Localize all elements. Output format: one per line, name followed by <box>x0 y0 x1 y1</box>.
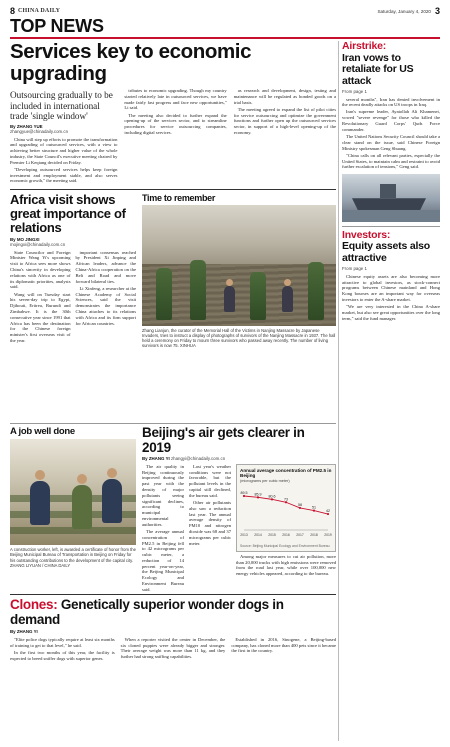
chart-data-label: 51 <box>312 505 316 510</box>
section-bar <box>10 17 320 36</box>
chart-x-tick-label: 2016 <box>282 532 290 537</box>
chart-x-tick-label: 2019 <box>324 532 332 537</box>
page-number-right: 3 <box>434 6 440 16</box>
chart-x-tick-label: 2017 <box>296 532 304 537</box>
chart-data-label: 85.9 <box>254 492 262 497</box>
side-column <box>342 41 440 323</box>
clones-body <box>10 637 336 663</box>
africa-photo-block <box>10 193 336 421</box>
job-headline: A job well done <box>10 426 75 438</box>
clones-headline <box>10 598 336 627</box>
airstrike-body <box>342 97 440 171</box>
beijing-paragraph: The average annual concentration of PM2.5 in Beijing fell to 42 micrograms per cubic meter, a reduction of 14 percent year-on-year, the Beijing Municipal Ecology and Environment Bureau said. <box>142 528 184 592</box>
beijing-byline-email: zhangyi@chinadaily.com.cn <box>170 456 226 462</box>
photo-element <box>156 268 172 320</box>
airstrike-story <box>342 41 440 170</box>
job-beijing-block <box>10 426 336 592</box>
beijing-col-1 <box>142 464 184 594</box>
beijing-paragraph: Other air pollutants also saw a reduction last year. The annual average density of PM10 and nitrogen dioxide was 68 and 37 micrograms per cubic meter. <box>189 499 231 546</box>
main-column <box>10 41 336 663</box>
lead-paragraph: China will step up efforts to promote the transformation and upgrading of outsourced services, with a view to achieving better structure and higher value of the whole industry, the State Council's executive meeting chaired by Premier Li Keqiang decided on Friday. <box>10 136 118 165</box>
photo-element <box>308 262 324 320</box>
beijing-paragraph: Last year's weather conditions were not favorable, but the pollutant levels in the capital still declined, the bureau said. <box>189 463 231 498</box>
africa-col-2 <box>76 250 137 346</box>
divider <box>342 226 440 227</box>
photo-element <box>282 286 293 312</box>
chart-source: Source: Beijing Municipal Ecology and Environment Bureau <box>240 543 330 548</box>
investors-kicker: Investors: <box>342 228 391 241</box>
africa-body <box>10 250 136 346</box>
africa-paragraph: Li Xinfeng, a researcher at the Chinese Academy of Social Sciences, said the visit demonstrates the importance China attaches to its relations with Africa and its firm support for African countries. <box>75 285 136 326</box>
lead-col-1 <box>10 88 117 186</box>
page-number-left: 8 <box>10 6 16 16</box>
job-photo <box>10 439 136 545</box>
side-photo <box>342 174 440 222</box>
chart-data-label: 80.6 <box>268 494 276 499</box>
africa-headline: Africa visit shows great importance of relations <box>10 191 126 235</box>
africa-byline <box>10 237 136 248</box>
lead-paragraph: as research and development, design, testing and maintenance will be regulated as bonded goods on a trial basis. <box>233 88 336 105</box>
chart-x-tick-label: 2018 <box>310 532 318 537</box>
chart-subtitle: (micrograms per cubic meter) <box>240 478 290 483</box>
airstrike-paragraph: "China calls on all relevant parties, especially the United States, to maintain calm and restraint to avoid further escalation of tensions," Geng said. <box>342 152 440 170</box>
beijing-paragraph: Among major measures to cut air pollution, more than 20,000 trucks with high emissions were removed from the road last year, while over 100,000 new energy vehicles appeared, according to the bureau. <box>236 553 336 577</box>
lead-story <box>10 41 336 186</box>
lead-paragraph: tributes to economic upgrading. Though my country started relatively late in outsourced services, we have made fairly fast progress and face new opportunities," Li said. <box>124 88 227 111</box>
divider <box>10 189 336 190</box>
airstrike-paragraph: Iran's supreme leader, Ayatollah Ali Khamenei, vowed "severe revenge" for those who killed the Revolutionary Guard Corps' Quds Force commander. <box>342 109 440 132</box>
chart-data-label: 73 <box>284 496 288 501</box>
chart-point <box>299 507 301 509</box>
lead-col-2 <box>124 88 226 186</box>
divider <box>10 594 336 595</box>
clones-col-2 <box>121 637 226 663</box>
time-to-remember-title: Time to remember <box>142 192 216 203</box>
clones-col-1 <box>10 637 115 663</box>
pm25-chart <box>236 464 336 552</box>
lead-col-3 <box>234 88 336 186</box>
photo-element <box>102 479 122 523</box>
photo-element <box>224 286 235 312</box>
photo-element <box>250 272 266 320</box>
chart-point <box>285 501 287 503</box>
investors-story <box>342 230 440 322</box>
masthead-brand <box>10 6 60 16</box>
clones-byline <box>10 629 336 635</box>
lead-headline: Services key to economic upgrading <box>10 40 252 85</box>
chart-point <box>327 513 329 515</box>
clones-paragraph: "Elite police dogs typically require at least six months of training to get to that level," he said. <box>10 636 115 648</box>
section-rule <box>10 37 440 39</box>
lead-paragraph: "Developing outsourced services helps keep foreign investment and employment stable, and also serves economic growth," the meeting said. <box>10 166 118 184</box>
chart-title: Annual average concentration of PM2.5 in Beijing <box>240 467 332 479</box>
clones-paragraph: When a reporter visited the center in December, the six cloned puppies were already bigger and stronger. Their average weight was more than 11 kg, and they further had strong sniffing capabilities. <box>120 636 226 660</box>
clones-headline-text: Genetically superior wonder dogs in demand <box>10 597 284 627</box>
beijing-col-2 <box>189 464 231 594</box>
lead-paragraph: The meeting also decided to further expand the opening-up of the services sector, and to streamline procedures for service outsourcing companies, including digital services. <box>124 112 227 135</box>
investors-headline <box>342 230 440 265</box>
section-label: TOP NEWS <box>10 16 104 36</box>
chart-data-label: 58 <box>298 502 302 507</box>
chart-data-label: 42 <box>326 508 330 513</box>
investors-paragraph: Chinese equity assets are also becoming more attractive to global investors, as stock-connect programs between Chinese mainland and Hong Kong bourses are an important way for overseas investors to enter the A-share market. <box>342 273 440 303</box>
chart-x-tick-label: 2013 <box>240 532 248 537</box>
airstrike-paragraph: The United Nations Security Council should take a clear stand on the issue, said Chinese Foreign Ministry spokesman Geng Shuang. <box>342 134 440 151</box>
chart-point <box>243 495 245 497</box>
africa-byline-name: By MO JINGXI <box>10 236 40 242</box>
investors-paragraph: "We are very interested in the China A-share market, but also see great opportunities over the long term," said the fund manager. <box>342 304 440 321</box>
memorial-photo-caption: Zhang Lianjun, the curator of the Memorial Hall of the Victims in Nanjing Massacre by Japanese Invaders, tries to instruct a display of photographs of survivors of the Nanjing Massacre in 1937. The hall held a ceremony on Friday to mourn three survivors who passed away recently. The number of living survivors is now 75. XINHUA <box>142 327 336 349</box>
chart-x-tick-label: 2014 <box>254 532 262 537</box>
africa-story <box>10 193 136 421</box>
beijing-col-3-text <box>236 554 336 577</box>
photo-element <box>352 198 426 210</box>
beijing-col-3 <box>236 464 336 594</box>
lead-body-1 <box>10 137 117 185</box>
africa-byline-email: mojingxi@chinadaily.com.cn <box>10 242 66 248</box>
lead-byline <box>10 124 117 135</box>
investors-body <box>342 274 440 322</box>
lead-layout <box>10 88 336 186</box>
africa-paragraph: State Councilor and Foreign Minister Wang Yi's upcoming visit to Africa sees more shows China's sincerity in developing relations with Africa as one of its diplomatic priorities, analysts said. <box>10 249 71 290</box>
clones-paragraph: Established in 2016, Sinogene, a Beijing-based company, has cloned more than 400 pets since it became the first in the country. <box>231 636 337 654</box>
masthead <box>10 6 440 16</box>
beijing-body <box>142 464 336 594</box>
chart-data-label: 89.5 <box>240 490 248 495</box>
photo-element <box>342 210 440 222</box>
airstrike-headline <box>342 41 440 87</box>
chart-point <box>313 509 315 511</box>
beijing-headline: Beijing's air gets clearer in 2019 <box>142 425 305 455</box>
africa-paragraph: Wang will on Tuesday start his seven-day trip to Egypt, Djibouti, Eritrea, Burundi and Zimbabwe. It is the 30th consecutive year since 1991 that Africa has been the destination for the Chinese foreign minister's first overseas visit of the year. <box>10 291 71 343</box>
lead-byline-email: zhangyue@chinadaily.com.cn <box>10 129 69 134</box>
memorial-photo <box>142 205 336 326</box>
airstrike-paragraph: several months", Iran has denied involvement in the recent deadly attacks on US troops in Iraq. <box>342 96 440 108</box>
beijing-story <box>142 426 336 592</box>
airstrike-kicker: Airstrike: <box>342 40 387 52</box>
chart-point <box>271 498 273 500</box>
photo-element <box>30 481 50 525</box>
job-well-done <box>10 426 136 592</box>
africa-col-1 <box>10 250 71 346</box>
africa-paragraph: important consensus reached by President Xi Jinping and African leaders, advance the China-Africa cooperation on the Belt and Road and move forward bilateral ties. <box>75 249 136 284</box>
photo-element <box>190 260 206 320</box>
lead-subhead: Outsourcing gradually to be included in international trade 'single window' <box>10 90 113 121</box>
beijing-byline-name: By ZHANG YI <box>142 456 170 462</box>
job-photo-caption: A construction worker, left, is awarded a certificate of honor from the Beijing Municipal Bureau of Transportation in Beijing on Friday for his outstanding contributions to the development of the capital city. ZHANG LIYUAN / CHINA DAILY <box>10 547 136 568</box>
divider <box>10 423 336 424</box>
clones-story <box>10 598 336 662</box>
airstrike-from-page: From page 1 <box>342 89 367 94</box>
investors-from-page: From page 1 <box>342 266 367 272</box>
time-to-remember <box>142 193 336 421</box>
clones-paragraph: In the first two months of this year, the facility is expected to breed sniffer dogs with superior genes. <box>10 649 115 661</box>
column-separator <box>338 41 339 741</box>
edition-date: Saturday, January 4, 2020 <box>377 8 431 14</box>
airstrike-headline-text: Iran vows to retaliate for US attack <box>342 51 414 87</box>
chart-point <box>257 496 259 498</box>
beijing-byline <box>142 456 336 462</box>
clones-byline-name: By ZHANG YI <box>10 629 38 635</box>
brand-logo: CHINA DAILY <box>18 8 61 14</box>
clones-col-3 <box>231 637 336 663</box>
chart-svg <box>240 484 332 538</box>
masthead-right <box>377 6 440 16</box>
chart-x-tick-label: 2015 <box>268 532 276 537</box>
investors-headline-text: Equity assets also attractive <box>342 240 431 264</box>
photo-element <box>380 184 396 198</box>
beijing-paragraph: The air quality in Beijing continuously improved during the past year with the density of major pollutants seeing significant declines, according to municipal environmental authorities. <box>142 463 184 527</box>
photo-element <box>72 485 92 529</box>
clones-kicker: Clones: <box>10 597 58 613</box>
lead-byline-name: By ZHANG YUE <box>10 123 43 129</box>
lead-paragraph: The meeting agreed to expand the list of pilot cities for service outsourcing and optimize the government functions and further open up the outsourced services sector, in support of a high-level opening-up of the economy. <box>233 106 336 135</box>
